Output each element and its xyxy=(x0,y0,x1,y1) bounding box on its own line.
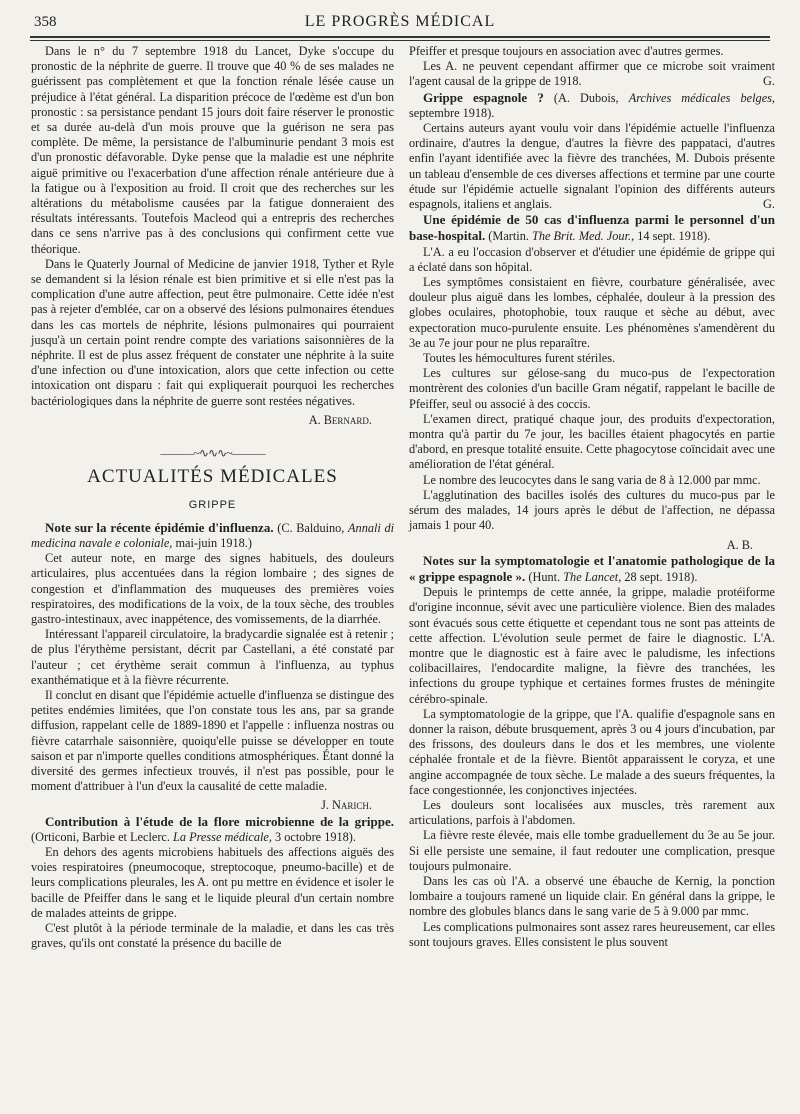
signature: G. xyxy=(763,197,775,212)
paragraph: Dans les cas où l'A. a observé une ébauche de Kernig, la ponction lombaire a toujours ramené un liquide clair. En général dans la grippe, le nombre des globules blancs dans le sang varie de 5 à 9.000 par mmc. xyxy=(409,873,775,919)
article-authors: (Orticoni, Barbie et Leclerc. xyxy=(31,829,170,844)
article-date: mai-juin 1918.) xyxy=(175,535,252,550)
paragraph: La fièvre reste élevée, mais elle tombe graduellement du 3e au 5e jour. Si elle persiste une semaine, il faut redouter une complication, presque toujours pulmonaire. xyxy=(409,828,775,873)
signature: G. xyxy=(763,74,775,89)
article-date: 28 sept. 1918). xyxy=(624,569,698,584)
paragraph-text: Les A. ne peuvent cependant affirmer que ce microbe soit vraiment l'agent causal de la grippe de 1918. xyxy=(409,59,775,89)
article-title: Note sur la récente épidémie d'influenza. xyxy=(45,519,274,535)
page-header xyxy=(30,12,770,34)
header-rule xyxy=(30,36,770,38)
page-number: 358 xyxy=(34,14,57,30)
paragraph: La symptomatologie de la grippe, que l'A. qualifie d'espagnole sans en donner la raison, débute brusquement, après 3 ou 4 jours d'incubation, par des frissons, des douleurs dans le dos et les membres, une violente céphalée frontale et de la fièvre. Bientôt apparaissent le coryza, et une angine accompagnée de toux sèche. Le malade a des sueurs fréquentes, la face congestionnée, les conjonctives injectées. xyxy=(409,706,775,797)
article-authors: (A. Dubois, xyxy=(553,90,619,105)
paragraph: Pfeiffer et presque toujours en association avec d'autres germes. xyxy=(409,44,724,58)
article-title: Contribution à l'étude de la flore microbienne de la grippe. xyxy=(45,813,394,829)
article-date: septembre 1918). xyxy=(409,105,495,120)
signature: A. B. xyxy=(726,537,753,552)
article-date: 14 sept. 1918). xyxy=(637,229,711,244)
paragraph: Les symptômes consistaient en fièvre, courbature généralisée, avec douleur plus aiguë dans les lombes, céphalée, douleur à la pression des globes oculaires, photophobie, toux rauque et sèche au début, avec expectoration muco-purulente ensuite. Les phénomènes s'amendèrent du 3e au 7e jour pour ne plus reparaître. xyxy=(409,275,775,350)
signature: A. Bernard. xyxy=(308,412,372,427)
paragraph: En dehors des agents microbiens habituels des affections aiguës des voies respiratoires (pneumocoque, streptocoque, pneumo-bacille) et de leurs complications pleurales, les A. ont pu mettre en évidence et isoler le bacille de Pfeiffer dans le sang et le liquide pleural d'un certain nombre de malades atteints de grippe. xyxy=(31,844,394,920)
subsection-title: GRIPPE xyxy=(188,499,237,512)
article-title: Une épidémie de 50 cas d'influenza parmi le personnel d'un base-hospital. xyxy=(409,212,775,244)
left-column xyxy=(31,44,394,951)
article-authors: (Martin. xyxy=(488,229,529,244)
paragraph: Les douleurs sont localisées aux muscles, très rarement aux articulations, parfois à l'abdomen. xyxy=(409,797,775,828)
signature: J. Narich. xyxy=(321,798,372,813)
paragraph: L'agglutination des bacilles isolés des cultures du muco-pus par le sérum des malades, 14 jours après le début de l'affection, ne dépassa jamais 1 pour 40. xyxy=(409,487,775,533)
article-authors: (C. Balduino, xyxy=(277,520,345,535)
right-column xyxy=(409,44,775,950)
running-title: LE PROGRÈS MÉDICAL xyxy=(304,13,496,30)
paragraph xyxy=(409,59,775,89)
paragraph: Dans le n° du 7 septembre 1918 du Lancet, Dyke s'occupe du pronostic de la néphrite de guerre. Il trouve que 40 % de ses malades ne guérissent pas complètement et que la fonction rénale lésée cause un préjudice à l'état général. La disparition précoce de l'œdème est d'un bon pronostic : sa persistance pendant 15 jours doit faire réserver le pronostic et sa durée au-delà d'un mois prouve que la guérison ne sera pas complète. De même, la persistance de l'albuminurie pendant 3 mois est d'un pronostic défavorable. Dyke pense que la maladie est une néphrite aiguë primitive ou l'exacerbation d'une affection rénale antérieure due à la fatigue ou à l'exposition au froid. Il croit que des recherches sur les altérations du métabolisme causées par la fatigue donneraient des résultats intéressants. Toutefois Macleod qui a entrepris des recherches dans ce sens n'arrive pas à des conclusions qui confirment cette vue théorique. xyxy=(31,44,394,256)
article-heading xyxy=(31,814,394,845)
header-rule-thin xyxy=(30,40,770,41)
paragraph: Cet auteur note, en marge des signes habituels, des douleurs articulaires, plus accentuées dans la région lombaire ; des signes de congestion et d'inflammation des muqueuses des premières voies respiratoires, des modifications de la voix, de la toux sèche, des troubles gastro-intestinaux, avec inappétence, des vomissements, de la diarrhée. xyxy=(31,551,394,626)
article-heading xyxy=(409,212,775,244)
article-title: Notes sur la symptomatologie et l'anatomie pathologique de la « grippe espagnole ». xyxy=(409,552,775,584)
article-journal: Annali di medicina navale e coloniale, xyxy=(31,520,395,550)
paragraph: Les complications pulmonaires sont assez rares heureusement, car elles sont toujours graves. Elles consistent le plus souvent xyxy=(409,919,775,949)
paragraph: Il conclut en disant que l'épidémie actuelle d'influenza se distingue des petites endémies limitées, que l'on constate tous les ans, par sa grande diffusion, rappelant celle de 1889-1890 et l'appelle : influenza nostras ou fièvre catarrhale saisonnière, quoiqu'elle puisse se développer en toute saison et par n'importe quelles conditions atmosphériques. Étant donné la diversité des germes infectieux trouvés, il n'est pas possible, pour le moment d'attribuer à l'un d'eux la causalité de cette maladie. xyxy=(31,687,394,794)
paragraph: C'est plutôt à la période terminale de la maladie, et dans les cas très graves, qu'ils ont constaté la présence du bacille de xyxy=(31,920,394,951)
article-journal: The Brit. Med. Jour., xyxy=(532,229,635,244)
article-heading xyxy=(409,553,775,585)
article-journal: The Lancet, xyxy=(563,569,622,584)
article-title: Grippe espagnole ? xyxy=(423,89,544,105)
article-heading xyxy=(409,90,775,121)
paragraph: Toutes les hémocultures furent stériles. xyxy=(423,351,616,366)
ornament-divider: ———~∿∿∿~——— xyxy=(160,446,265,461)
article-journal: La Presse médicale, xyxy=(173,829,272,844)
article-journal: Archives médicales belges, xyxy=(628,90,776,105)
article-authors: (Hunt. xyxy=(528,569,561,584)
paragraph: Les cultures sur gélose-sang du muco-pus de l'expectoration montrèrent des colonies d'un bacille Gram négatif, rappelant le bacille de Pfeiffer, seul ou associé à des coccis. xyxy=(409,366,775,411)
paragraph: Le nombre des leucocytes dans le sang varia de 8 à 12.000 par mmc. xyxy=(423,472,761,487)
paragraph: Depuis le printemps de cette année, la grippe, maladie protéiforme d'origine inconnue, sévit avec une particulière violence. Bien des malades sont évacués sous cette étiquette et cependant tous ne sont pas atteints de cette affection. L'évolution seule permet de faire le diagnostic. L'A. montre que le diagnostic est à faire avec le paludisme, les infections colibacillaires, l'endocardite maligne, la fièvre des tranchées, les infections du groupe typhique et certaines formes frustes de méningite cérébro-spinale. xyxy=(409,585,775,706)
paragraph xyxy=(409,121,775,212)
paragraph-text: Certains auteurs ayant voulu voir dans l'épidémie actuelle l'influenza ordinaire, d'autres la dengue, d'autres la fièvre des pappataci, d'autres enfin l'ayant identifiée avec la fièvre des tranchées, M. Dubois présente un tableau d'ensemble de ces diverses affections et termine par une courte étude sur l'épidémie actuelle signalant l'opinion des différents auteurs espagnols, italiens et anglais. xyxy=(409,121,775,212)
section-title: ACTUALITÉS MÉDICALES xyxy=(87,466,338,488)
paragraph: L'A. a eu l'occasion d'observer et d'étudier une épidémie de grippe qui a éclaté dans son hôpital. xyxy=(409,244,775,274)
paragraph: Intéressant l'appareil circulatoire, la bradycardie signalée est à retenir ; de plus l'érythème persistant, décrit par Castellani, a été constaté par l'auteur ; cet érythème serait commun à l'influenza, au typhus exanthématique et à la fièvre récurrente. xyxy=(31,627,394,687)
article-date: 3 octobre 1918). xyxy=(275,829,356,844)
paragraph: L'examen direct, pratiqué chaque jour, des produits d'expectoration, montra qu'à partir du 7e jour, les bacilles étaient phagocytés en partie d'abord, en presque totalité ensuite. Cette phagocytose coïncidait avec une amélioration de l'état général. xyxy=(409,411,775,472)
paragraph: Dans le Quaterly Journal of Medicine de janvier 1918, Tyther et Ryle se demandent si la lésion rénale est bien primitive et si elle n'est pas la complication d'une autre affection, peut être pulmonaire. Cette idée n'est pas à rejeter d'emblée, car on a observé des lésions pulmonaires étendues dans les cas mortels de néphrite, lésions pulmonaires qui pourraient jusqu'à un certain point rendre compte des variations saisonnières de la néphrite. Il est de plus assez fréquent de constater une néphrite à la suite d'une infection ou d'une intoxication, alors que cette infection ou cette intoxication ont disparu : fait qui expliquerait pourquoi les recherches bactériologiques dans la néphrite de guerre sont restées négatives. xyxy=(31,256,394,408)
article-heading xyxy=(31,520,394,551)
